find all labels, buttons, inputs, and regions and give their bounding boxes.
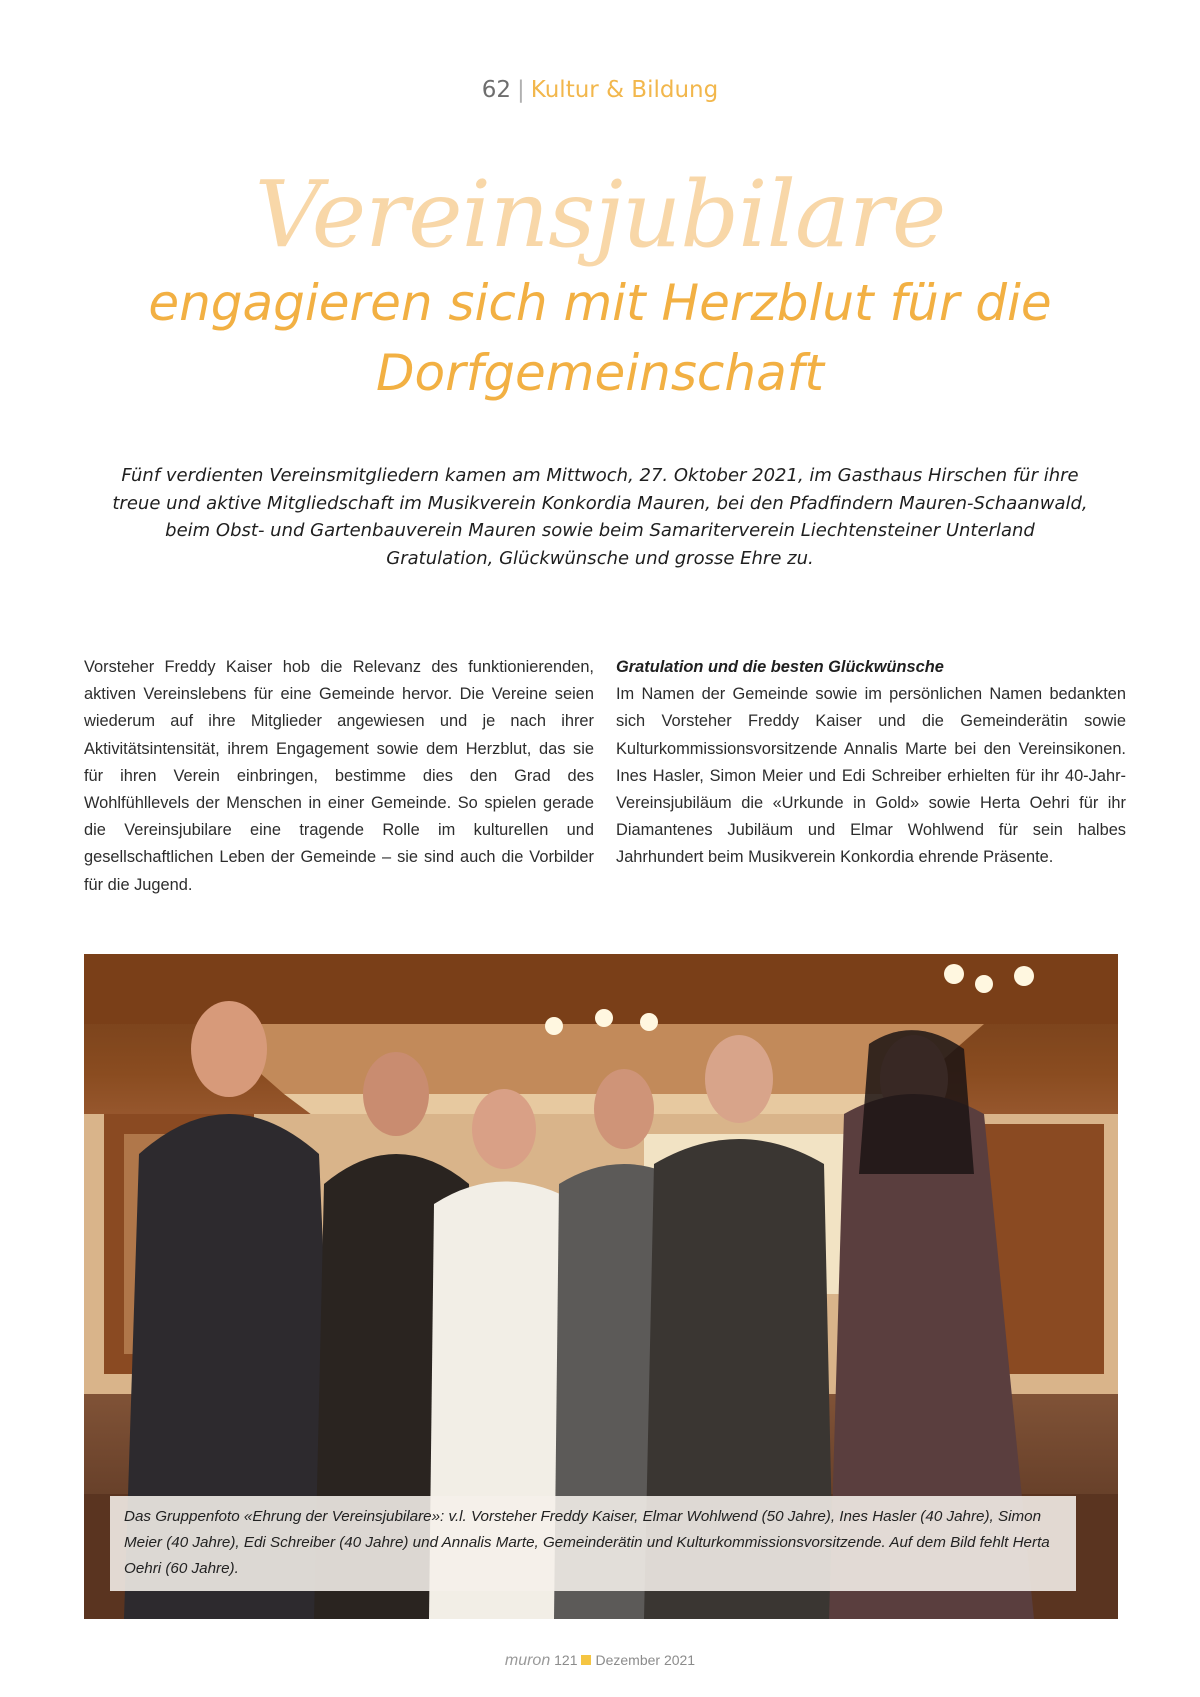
- page-footer: [0, 1652, 1200, 1670]
- article-title-main: engagieren sich mit Herzblut für die Dorfgemeinschaft: [148, 274, 1052, 402]
- page-header: [0, 74, 1200, 106]
- article-title-script: Vereinsjubilare: [254, 161, 946, 268]
- body-paragraph-left: Vorsteher Freddy Kaiser hob die Relevanz des funktionierenden, aktiven Vereinslebens für eine Gemeinde hervor. Die Vereine seien wiederum auf ihre Mitglieder angewiesen und je nach ihrer Aktivitätsintensität, ihrem Engagement sowie dem Herzblut, das sie für ihren Verein einbringen, bestimme dies den Grad des Wohlfühllevels der Menschen in einer Gemeinde. So spielen gerade die Vereinsjubilare eine tragende Rolle im kulturellen und gesellschaftlichen Leben der Gemeinde – sie sind auch die Vorbilder für die Jugend.: [84, 658, 594, 894]
- issue-date: Dezember 2021: [595, 1652, 696, 1668]
- magazine-name: muron: [504, 1652, 551, 1669]
- body-column-right: [616, 654, 1126, 872]
- section-subheading: Gratulation und die besten Glückwünsche: [616, 658, 944, 676]
- body-paragraph-right: Im Namen der Gemeinde sowie im persönlichen Namen bedankten sich Vorsteher Freddy Kaiser und die Gemeinderätin sowie Kulturkommissionsvorsitzende Annalis Marte bei den Vereinsikonen. Ines Hasler, Simon Meier und Edi Schreiber erhielten für ihr 40-Jahr-Vereinsjubiläum die «Urkunde in Gold» sowie Herta Oehri für ihr Diamantenes Jubiläum und Elmar Wohlwend für sein halbes Jahrhundert beim Musikverein Konkordia ehrende Präsente.: [616, 685, 1126, 867]
- article-lead: Fünf verdienten Vereinsmitgliedern kamen am Mittwoch, 27. Oktober 2021, im Gasthaus Hirschen für ihre treue und aktive Mitgliedschaft im Musikverein Konkordia Mauren, bei den Pfadfindern Mauren-Schaanwald, beim Obst- und Gartenbauverein Mauren sowie beim Samariterverein Liechtensteiner Unterland Gratulation, Glückwünsche und grosse Ehre zu.: [112, 465, 1088, 569]
- page-number: 62: [481, 77, 512, 103]
- photo-caption: Das Gruppenfoto «Ehrung der Vereinsjubilare»: v.l. Vorsteher Freddy Kaiser, Elmar Wohlwend (50 Jahre), Ines Hasler (40 Jahre), Simon Meier (40 Jahre), Edi Schreiber (40 Jahre) und Annalis Marte, Gemeinderätin und Kulturkommissionsvorsitzende. Auf dem Bild fehlt Herta Oehri (60 Jahre).: [110, 1496, 1076, 1591]
- group-photo: [84, 954, 1118, 1619]
- body-column-left: [84, 654, 594, 899]
- section-name: Kultur & Bildung: [530, 77, 719, 103]
- issue-number: 121: [554, 1652, 578, 1668]
- footer-square-icon: [581, 1655, 591, 1665]
- header-separator: |: [517, 77, 525, 103]
